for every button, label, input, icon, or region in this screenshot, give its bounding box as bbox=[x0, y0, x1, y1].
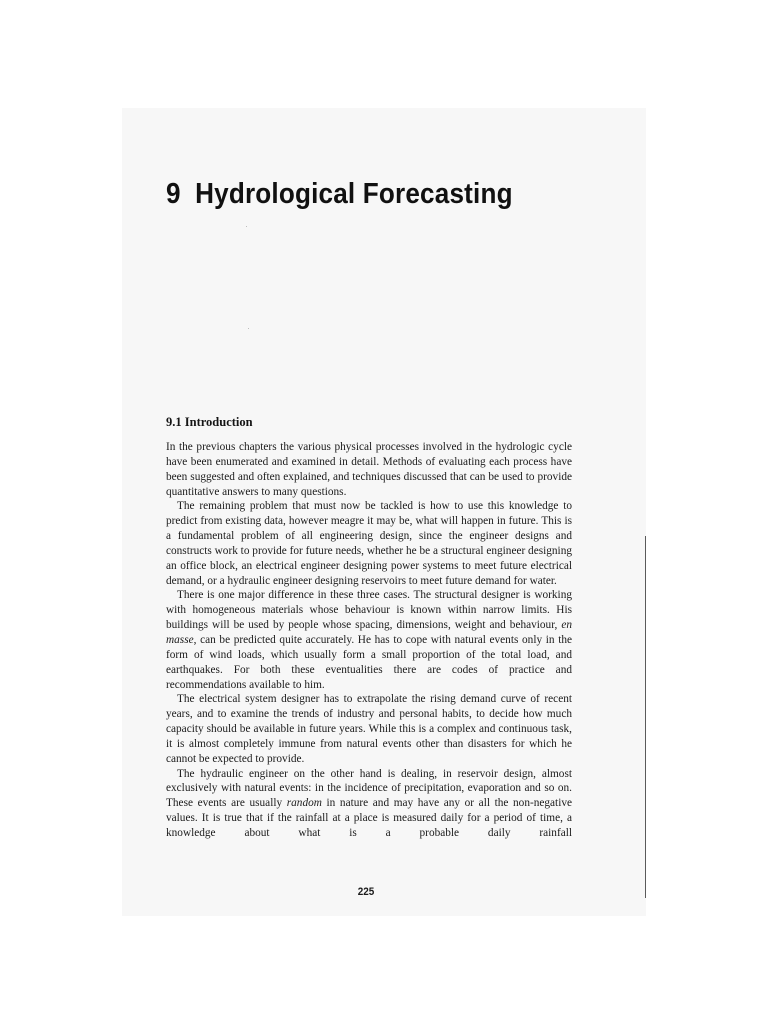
paragraph-5-text: The hydraulic engineer on the other hand is dealing, in reservoir design, almost exclusively with natural events: in the incidence of precipitation, evaporation and so on. These events are usually random in nature and may have any or all the non-negative values. It is true that if the rainfall at a place is measured daily for a period of time, a knowledge about what is a probable daily rainfall bbox=[166, 767, 572, 839]
chapter-title: Hydrological Forecasting bbox=[195, 178, 513, 210]
emphasis: random bbox=[286, 797, 322, 810]
chapter-heading bbox=[166, 178, 580, 211]
binding-edge-line bbox=[645, 536, 646, 898]
scan-speck bbox=[246, 226, 247, 227]
section-heading: 9.1 Introduction bbox=[166, 415, 253, 429]
paragraph-3-text: There is one major difference in these three cases. The structural designer is working with homogeneous materials whose behaviour is known within narrow limits. His buildings will be used by people whose spacing, dimensions, weight and behaviour, en masse, can be predicted quite accurately. He has to cope with natural events only in the form of wind loads, which usually form a small proportion of the total load, and earthquakes. For both these eventualities there are codes of practice and recommendations available to him. bbox=[166, 589, 572, 691]
paragraph-5 bbox=[166, 767, 572, 841]
emphasis: en masse bbox=[166, 619, 572, 646]
paragraph-1: In the previous chapters the various physical processes involved in the hydrologic cycle have been enumerated and examined in detail. Methods of evaluating each process have been suggested and often explained, and techniques discussed that can be used to provide quantitative answers to many questions. bbox=[166, 441, 572, 498]
paragraph-2 bbox=[166, 499, 572, 588]
scan-speck bbox=[248, 328, 249, 329]
chapter-number: 9 bbox=[166, 178, 181, 210]
page-number: 225 bbox=[357, 886, 375, 898]
paragraph-4-text: The electrical system designer has to extrapolate the rising demand curve of recent years, and to examine the trends of industry and personal habits, to decide how much capacity should be available in future years. While this is a complex and continuous task, it is almost completely immune from natural events other than disasters for which he cannot be expected to provide. bbox=[166, 693, 572, 765]
paragraph-4 bbox=[166, 692, 572, 766]
paragraph-3 bbox=[166, 588, 572, 692]
body-text bbox=[166, 440, 572, 841]
paragraph-2-text: The remaining problem that must now be tackled is how to use this knowledge to predict from existing data, however meagre it may be, what will happen in future. This is a fundamental problem of all engineering design, since the engineer designs and constructs work to provide for future needs, whether he be a structural engineer designing an office block, an electrical engineer designing power systems to meet future electrical demand, or a hydraulic engineer designing reservoirs to meet future demand for water. bbox=[166, 500, 572, 587]
